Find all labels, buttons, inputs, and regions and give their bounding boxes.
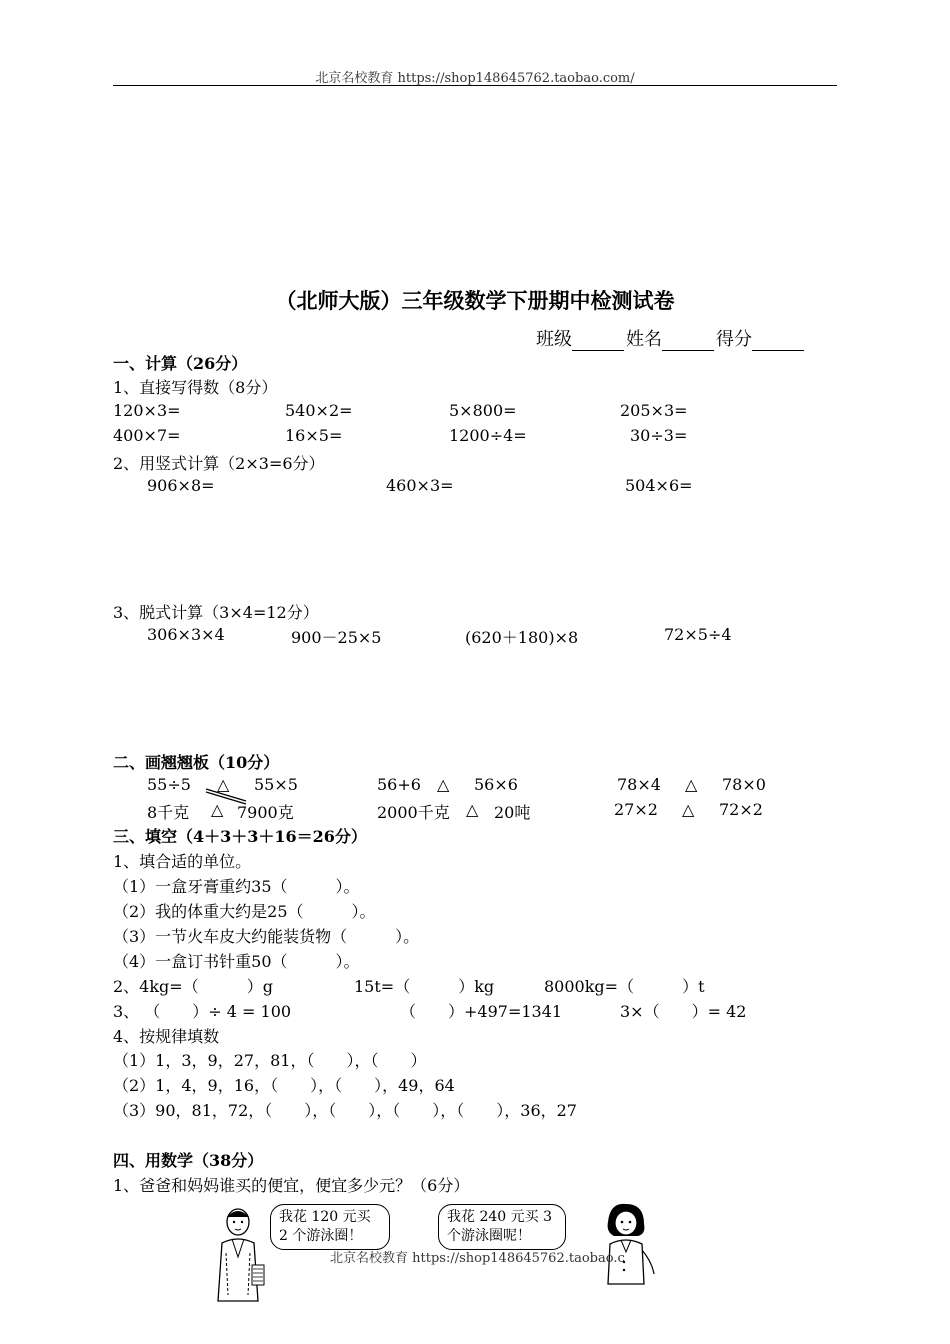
- triangle-symbol: △: [437, 775, 450, 794]
- calc-item: 540×2=: [285, 401, 353, 420]
- compare-right: 78×0: [722, 775, 766, 794]
- score-blank[interactable]: [752, 332, 804, 351]
- calc-item: 16×5=: [285, 426, 343, 445]
- compare-right: 20吨: [494, 803, 531, 822]
- compare-left: 55÷5: [147, 775, 191, 794]
- compare-left: 27×2: [614, 800, 658, 819]
- triangle-symbol: △: [466, 800, 479, 819]
- calc-item: 205×3=: [620, 401, 688, 420]
- header-divider: [113, 85, 837, 86]
- pattern-item: （1）1，3，9，27，81，（ ），（ ）: [113, 1051, 427, 1070]
- page-footer: 北京名校教育 https://shop148645762.taobao.c: [330, 1251, 625, 1266]
- stepwise-calc-item: 306×3×4: [147, 625, 225, 644]
- pattern-title: 4、按规律填数: [113, 1027, 220, 1046]
- bubble-left-line1: 我花 120 元买: [279, 1209, 371, 1225]
- score-label: 得分: [716, 329, 752, 350]
- q2-title: 2、用竖式计算（2×3=6分）: [113, 454, 325, 473]
- q1-title: 1、直接写得数（8分）: [113, 378, 278, 397]
- fill-item: （4）一盒订书针重50（ ）。: [113, 952, 360, 971]
- fill-q1-title: 1、填合适的单位。: [113, 852, 252, 871]
- stepwise-calc-item: (620＋180)×8: [465, 628, 579, 647]
- dad-figure-icon: [206, 1205, 272, 1305]
- fill-item: （2）我的体重大约是25（ ）。: [113, 902, 376, 921]
- compare-right: 55×5: [254, 775, 298, 794]
- unit-conversion: 15t=（ ）kg: [354, 977, 495, 996]
- class-blank[interactable]: [572, 332, 624, 351]
- compare-right: 72×2: [719, 800, 763, 819]
- stepwise-calc-item: 72×5÷4: [664, 625, 732, 644]
- unit-conversion: 8000kg=（ ）t: [544, 977, 705, 996]
- speech-bubble-left: [270, 1204, 390, 1250]
- mom-figure-icon: [594, 1200, 660, 1286]
- page-header: 北京名校教育 https://shop148645762.taobao.com/: [315, 71, 635, 86]
- equation-blank: 3×（ ）= 42: [620, 1002, 747, 1021]
- bubble-right-line1: 我花 240 元买 3: [447, 1209, 552, 1225]
- compare-right: 7900克: [237, 803, 294, 822]
- compare-left: 56+6: [377, 775, 421, 794]
- class-label: 班级: [536, 329, 572, 350]
- equation-blank: （ ）+497=1341: [400, 1002, 563, 1021]
- pattern-item: （2）1，4，9，16，（ ），（ ），49，64: [113, 1076, 455, 1095]
- calc-item: 30÷3=: [630, 426, 688, 445]
- calc-item: 5×800=: [449, 401, 517, 420]
- bubble-right-line2: 个游泳圈呢！: [447, 1228, 531, 1244]
- section-1-title: 一、计算（26分）: [113, 354, 248, 373]
- compare-right: 56×6: [474, 775, 518, 794]
- compare-left: 8千克: [147, 803, 190, 822]
- pattern-item: （3）90，81，72，（ ），（ ），（ ），（ ），36，27: [113, 1101, 577, 1120]
- compare-left: 2000千克: [377, 803, 450, 822]
- calc-item: 400×7=: [113, 426, 181, 445]
- section-4-title: 四、用数学（38分）: [113, 1151, 264, 1170]
- vertical-calc-item: 504×6=: [625, 476, 693, 495]
- triangle-symbol: △: [217, 775, 230, 794]
- compare-left: 78×4: [617, 775, 661, 794]
- fill-item: （1）一盒牙膏重约35（ ）。: [113, 877, 360, 896]
- student-info: [536, 325, 806, 351]
- section-3-title: 三、填空（4＋3＋3＋16＝26分）: [113, 827, 367, 846]
- name-blank[interactable]: [662, 332, 714, 351]
- triangle-symbol: △: [682, 800, 695, 819]
- section-2-title: 二、画翘翘板（10分）: [113, 753, 280, 772]
- equation-blank: 3、 （ ）÷ 4 = 100: [113, 1002, 292, 1021]
- vertical-calc-item: 906×8=: [147, 476, 215, 495]
- calc-item: 1200÷4=: [449, 426, 527, 445]
- calc-item: 120×3=: [113, 401, 181, 420]
- vertical-calc-item: 460×3=: [386, 476, 454, 495]
- speech-bubble-right: [438, 1204, 566, 1250]
- q3-title: 3、脱式计算（3×4=12分）: [113, 603, 319, 622]
- name-label: 姓名: [626, 329, 662, 350]
- triangle-symbol: △: [685, 775, 698, 794]
- bubble-left-line2: 2 个游泳圈！: [279, 1228, 363, 1244]
- word-problem-1: 1、爸爸和妈妈谁买的便宜，便宜多少元？（6分）: [113, 1176, 470, 1195]
- stepwise-calc-item: 900－25×5: [291, 628, 382, 647]
- fill-item: （3）一节火车皮大约能装货物（ ）。: [113, 927, 420, 946]
- unit-conversion: 2、4kg=（ ）g: [113, 977, 273, 996]
- exam-title: （北师大版）三年级数学下册期中检测试卷: [275, 288, 675, 313]
- triangle-symbol: △: [211, 800, 224, 819]
